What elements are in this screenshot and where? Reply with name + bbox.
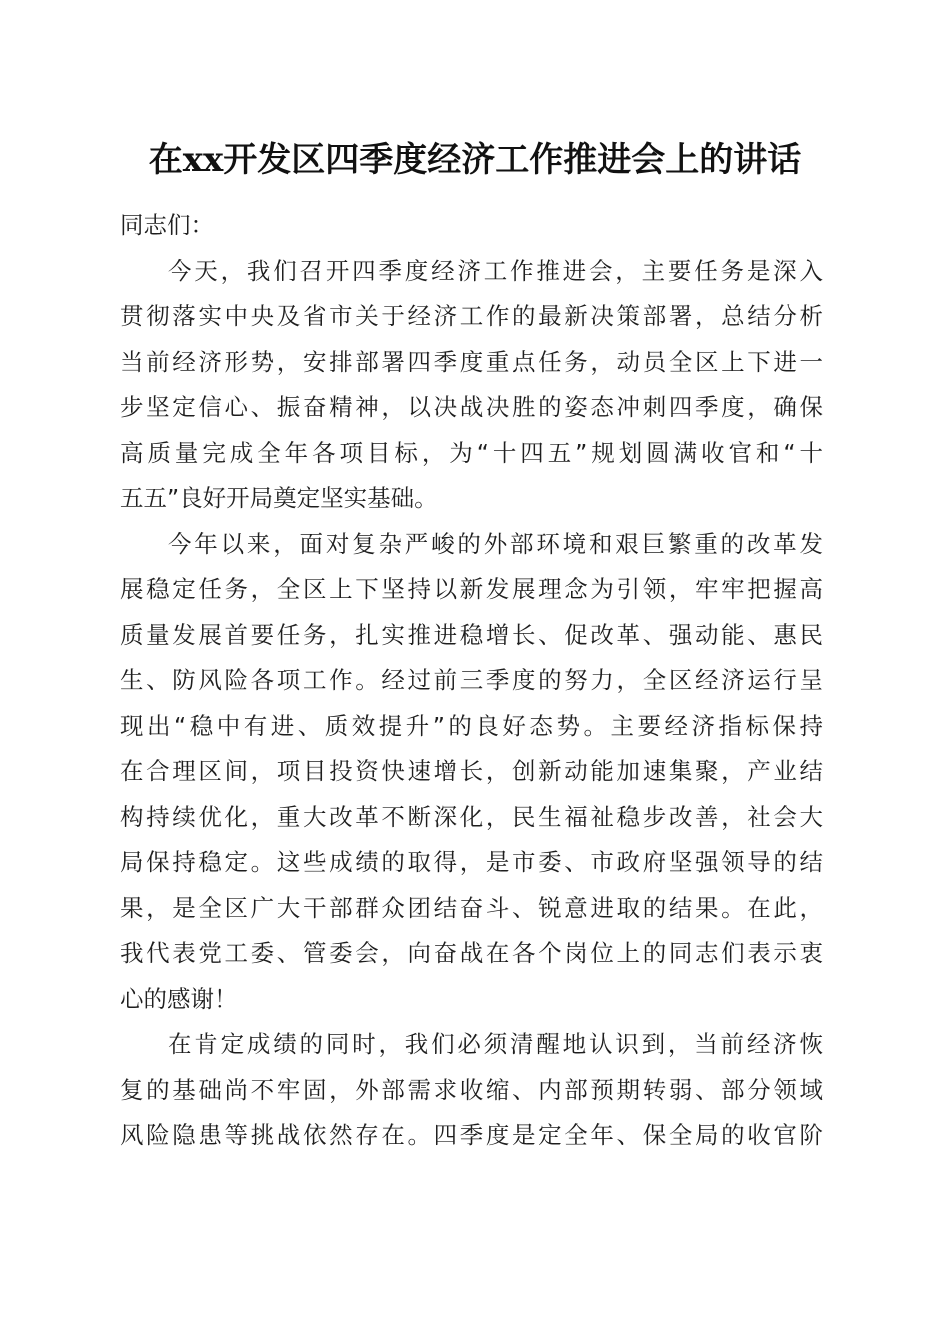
text-line: 高质量完成全年各项目标，为“十四五”规划圆满收官和“十 [120, 438, 823, 467]
text-line: 果，是全区广大干部群众团结奋斗、锐意进取的结果。在此， [120, 893, 823, 922]
text-line: 质量发展首要任务，扎实推进稳增长、促改革、强动能、惠民 [120, 620, 823, 649]
text-line: 步坚定信心、振奋精神，以决战决胜的姿态冲刺四季度，确保 [120, 393, 823, 421]
paragraph-2 [120, 522, 823, 1023]
text-line: 现出“稳中有进、质效提升”的良好态势。主要经济指标保持 [120, 711, 823, 740]
text-line: 在合理区间，项目投资快速增长，创新动能加速集聚，产业结 [120, 757, 823, 785]
text-line: 今年以来，面对复杂严峻的外部环境和艰巨繁重的改革发 [168, 529, 823, 558]
text-line: 在肯定成绩的同时，我们必须清醒地认识到，当前经济恢 [168, 1030, 823, 1058]
text-line: 生、防风险各项工作。经过前三季度的努力，全区经济运行呈 [120, 666, 823, 694]
document-body [120, 203, 823, 1159]
text-line: 五五”良好开局奠定坚实基础。 [120, 484, 438, 512]
paragraph-3 [120, 1022, 823, 1159]
text-line: 构持续优化，重大改革不断深化，民生福祉稳步改善，社会大 [120, 802, 823, 831]
text-line: 我代表党工委、管委会，向奋战在各个岗位上的同志们表示衷 [120, 939, 823, 967]
text-line: 展稳定任务，全区上下坚持以新发展理念为引领，牢牢把握高 [120, 575, 823, 603]
paragraph-1 [120, 249, 823, 522]
text-line: 复的基础尚不牢固，外部需求收缩、内部预期转弱、部分领域 [120, 1075, 823, 1104]
text-line: 今天，我们召开四季度经济工作推进会，主要任务是深入 [168, 256, 823, 285]
text-line: 当前经济形势，安排部署四季度重点任务，动员全区上下进一 [120, 347, 823, 376]
text-line: 贯彻落实中央及省市关于经济工作的最新决策部署，总结分析 [120, 302, 823, 330]
text-line: 风险隐患等挑战依然存在。四季度是定全年、保全局的收官阶 [120, 1121, 823, 1149]
text-line: 局保持稳定。这些成绩的取得，是市委、市政府坚强领导的结 [120, 848, 823, 876]
text-line: 心的感谢！ [120, 984, 238, 1013]
salutation: 同志们： [120, 211, 214, 239]
document-title: 在xx开发区四季度经济工作推进会上的讲话 [148, 140, 802, 180]
